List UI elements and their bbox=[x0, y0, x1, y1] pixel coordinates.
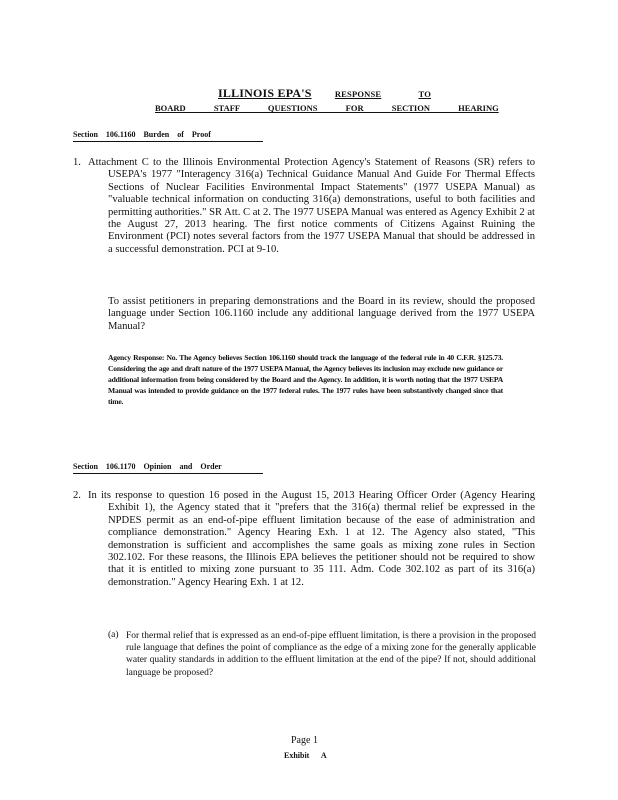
exhibit-label: Exhibit A bbox=[284, 751, 327, 760]
section-heading-opinion: Section 106.1170 Opinion and Order bbox=[73, 462, 222, 471]
question-1-text: Attachment C to the Illinois Environmental Protection Agency's Statement of Reasons (SR) refers to USEPA's 1977 "Interagency 316(a) Technical Guidance Manual And Guide For Thermal Effects Sections of Nuclear Facilities Environmental Impact Statements" (1977 USEPA Manual) as "valuable technical information on conducting 316(a) demonstrations, useful to both facilities and permitting authorities." SR Att. C at 2. The 1977 USEPA Manual was entered as Agency Exhibit 2 at the August 27, 2013 hearing. The first notice comments of Citizens Against Ruining the Environment (PCI) notes several factors from the 1977 USEPA Manual that should be addressed in a successful demonstration. PCI at 9-10. bbox=[88, 157, 535, 255]
section-heading-burden: Section 106.1160 Burden of Proof bbox=[73, 130, 211, 139]
question-1-number: 1. bbox=[73, 157, 81, 168]
document-subtitle bbox=[155, 103, 499, 113]
question-1-subtext: To assist petitioners in preparing demonstrations and the Board in its review, should the proposed language under Section 106.1160 include any additional language derived from the 1977 USEPA Manual? bbox=[108, 296, 535, 332]
title-to: TO bbox=[418, 89, 432, 99]
section-underline bbox=[73, 473, 263, 474]
title-main: ILLINOIS EPA'S bbox=[218, 86, 312, 100]
section-underline bbox=[73, 141, 263, 142]
question-2-text: In its response to question 16 posed in the August 15, 2013 Hearing Officer Order (Agency Hearing Exhibit 1), the Agency stated that it "prefers that the 316(a) thermal relief be expressed in the NPDES permit as an end-of-pipe effluent limitation because of the ease of administration and compliance demonstration." Agency Hearing Exh. 1 at 12. The Agency also stated, "This demonstration is sufficient and accomplishes the same goals as mixing zone rules in Section 302.102. For these reasons, the Illinois EPA believes the petitioner should not be required to show that it is entitled to mixing zone pursuant to 35 111. Adm. Code 302.102 as part of its 316(a) demonstration." Agency Hearing Exh. 1 at 12. bbox=[88, 490, 535, 588]
agency-response-1: Agency Response: No. The Agency believes Section 106.1160 should track the language of the federal rule in 40 C.F.R. §125.73. Considering the age and draft nature of the 1977 USEPA Manual, the Agency believes its inclusion may exclude new guidance or additional information from being considered by the Board and the Agency. In addition, it is worth noting that the 1977 USEPA Manual was intended to provide guidance on the 1977 federal rules. The 1977 rules have been substantively changed since that time. bbox=[108, 353, 503, 406]
title-response: RESPONSE bbox=[334, 89, 382, 99]
page-number: Page 1 bbox=[291, 735, 318, 746]
question-2a-label: (a) bbox=[108, 630, 119, 640]
question-2-number: 2. bbox=[73, 490, 81, 501]
subtitle-text: BOARD STAFF QUESTIONS FOR SECTION HEARING bbox=[155, 103, 499, 113]
document-title bbox=[218, 86, 431, 101]
question-2a-text: For thermal relief that is expressed as an end-of-pipe effluent limitation, is there a provision in the proposed rule language that defines the point of compliance as the edge of a mixing zone for the generally applicable water quality standards in addition to the effluent limitation at the end of the pipe? If not, should additional language be proposed? bbox=[126, 631, 536, 678]
